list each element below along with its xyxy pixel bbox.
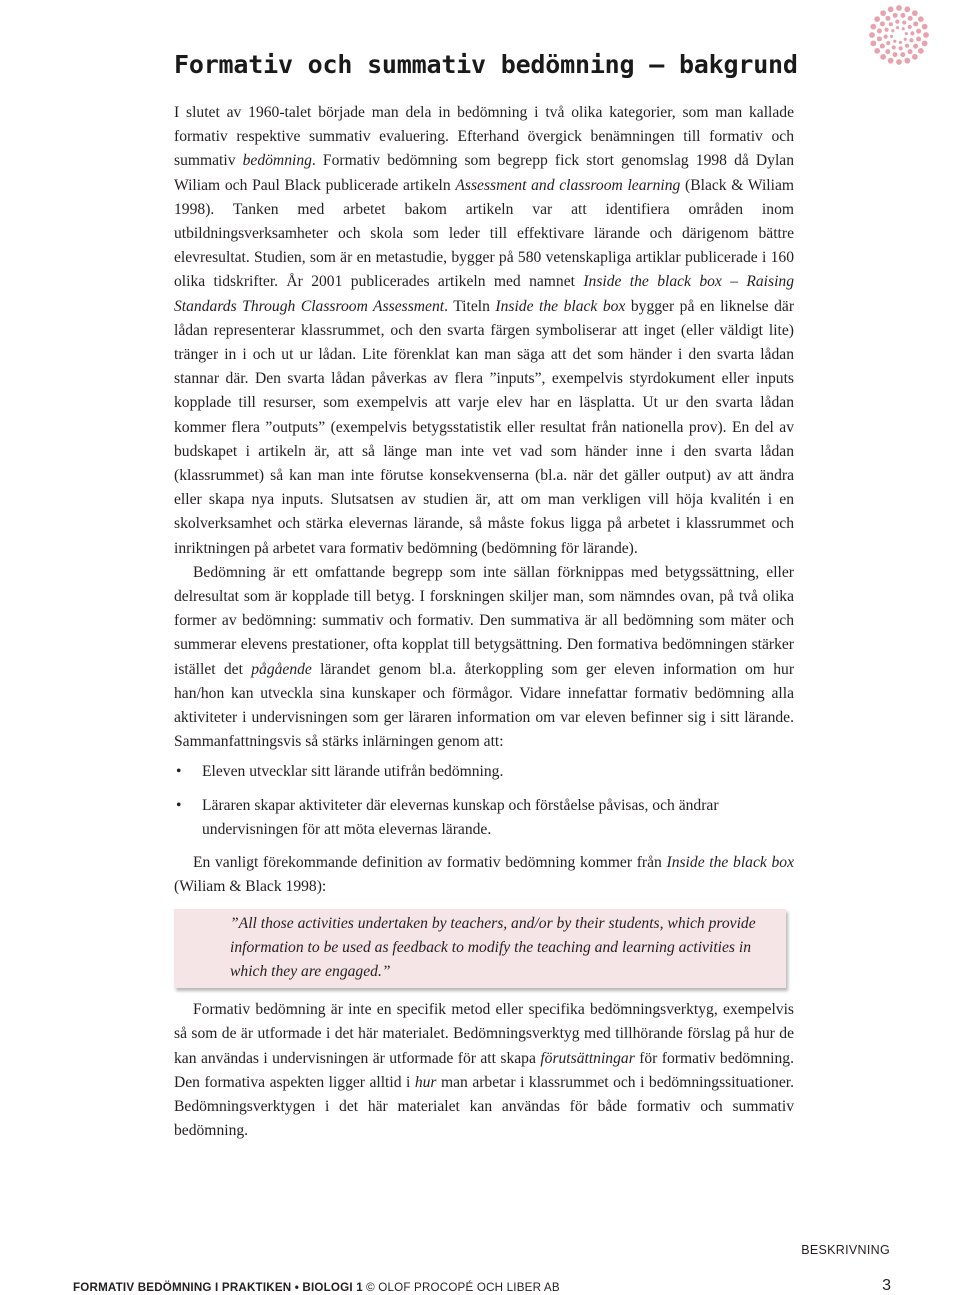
logo-dot	[893, 52, 898, 57]
logo-dot	[916, 29, 921, 34]
logo-dot	[896, 5, 902, 11]
logo-dot	[874, 48, 880, 54]
logo-dot	[895, 20, 899, 24]
logo-dot	[902, 20, 906, 24]
logo-dot	[874, 16, 880, 22]
logo-dot	[891, 29, 894, 32]
page-title: Formativ och summativ bedömning – bakgrund	[174, 50, 798, 79]
logo-dot	[900, 13, 905, 18]
paragraph-2: Bedömning är ett omfattande begrepp som inte sällan förknippas med betygssättning, eller delresultat som är kopplade till betyg. I forskningen skiljer man, som nämndes ovan, på två olika former av bedömning: summativ och formativ. Den summativa är all bedömning som mäter och summerar elevens prestationer, ofta kopplat till betygsättning. Den formativa bedömningen stärker istället det pågående lärandet genom bl.a. återkoppling som ger eleven information om hur han/hon kan utveckla sina kunskaper och förmågor. Vidare innefattar formativ bedömning alla aktiviteter i undervisningen som ger läraren information om var eleven befinner sig i sitt lärande. Sammanfattningsvis så stärks inlärningen genom att:	[174, 563, 795, 751]
logo-dot	[892, 45, 896, 49]
logo-dot	[908, 25, 912, 29]
logo-dot	[918, 16, 924, 22]
logo-dot	[885, 49, 890, 54]
footer	[73, 1277, 893, 1295]
dot-circle-logo-icon	[868, 4, 930, 66]
logo-dot	[913, 21, 918, 26]
logo-dot	[912, 54, 918, 60]
logo-dot	[910, 31, 914, 35]
logo-dot	[912, 10, 918, 16]
footer-copyright: © OLOF PROCOPÉ OCH LIBER AB	[366, 1281, 560, 1294]
logo-dot	[902, 27, 905, 30]
logo-dot	[908, 16, 913, 21]
logo-dot	[886, 41, 890, 45]
logo-dot	[869, 32, 875, 38]
list-item: • Eleven utvecklar sitt lärande utifrån bedömning.	[174, 760, 794, 784]
logo-dot	[899, 41, 902, 44]
logo-dot	[870, 40, 876, 46]
logo-dot	[922, 24, 928, 30]
logo-dot	[900, 52, 905, 57]
logo-dot	[880, 54, 886, 60]
logo-dot	[893, 40, 896, 43]
section-label: BESKRIVNING	[801, 1243, 890, 1257]
logo-dot	[889, 22, 893, 26]
logo-dot	[908, 49, 913, 54]
list-item: • Läraren skapar aktiviteter där elevernas kunskap och förståelse påvisas, och ändrar undervisningen för att möta elevernas lärande.	[174, 794, 794, 842]
logo-dot	[888, 6, 894, 12]
paragraph-4: Formativ bedömning är inte en specifik metod eller specifika bedömningsverktyg, exempelvis så som de är utformade i det här materialet. Bedömningsverktyg med tillhörande förslag på hur de kan användas i undervisningen är utformade för att skapa förutsättningar för formativ bedömning. Den formativa aspekten ligger alltid i hur man arbetar i klassrummet och i bedömningssituationer. Bedömningsverktygen i det här materialet kan användas för både formativ och summativ bedömning.	[174, 1001, 794, 1140]
logo-dot	[870, 24, 876, 30]
footer-book-title: FORMATIV BEDÖMNING I PRAKTIKEN • BIOLOGI 1	[73, 1281, 363, 1294]
logo-dot	[905, 32, 908, 35]
body-text	[174, 101, 794, 1143]
logo-dot	[896, 26, 899, 29]
logo-dot	[888, 58, 894, 64]
logo-dot	[904, 58, 910, 64]
logo-dot	[884, 35, 888, 39]
logo-dot	[918, 48, 924, 54]
logo-dot	[890, 35, 893, 38]
logo-dot	[877, 29, 882, 34]
quote-box	[174, 909, 786, 989]
logo-dot	[913, 44, 918, 49]
paragraph-3: En vanligt förekommande definition av formativ bedömning kommer från Inside the black box (Wiliam & Black 1998):	[174, 854, 795, 896]
logo-dot	[893, 13, 898, 18]
paragraph-1: I slutet av 1960-talet började man dela in bedömning i två olika kategorier, som man kallade formativ respektive summativ evaluering. Efterhand övergick benämningen till formativ och summativ bedömning. Formativ bedömning som begrepp fick stort genomslag 1998 då Dylan Wiliam och Paul Black publicerade artikeln Assessment and classroom learning (Black & Wiliam 1998). Tanken med arbetet bakom artikeln var att identifiera områden inom utbildningsverksamheter och skola som leder till effektivare lärande och därigenom bättre elevresultat. Studien, som är en metastudie, bygger på 580 vetenskapliga artiklar publicerade i 160 olika tidskrifter. År 2001 publicerades artikeln med namnet Inside the black box – Raising Standards Through Classroom Assessment. Titeln Inside the black box bygger på en liknelse där lådan representerar klassrummet, och den svarta färgen symboliserar att inget (eller väldigt lite) tränger in i och ut ur lådan. Lite förenklat kan man säga att det som händer i den svarta lådan stannar där. Den svarta lådan påverkas av flera ”inputs”, exempelvis styrdokument eller inputs kopplade till resurser, som exempelvis att varje elev har en läsplatta. Ut ur den svarta lådan kommer flera ”outputs” (exempelvis betygsstatistik eller resultat från nationella prov). En del av budskapet i artikeln är, att så länge man inte vet vad som händer inne i den svarta lådan (klassrummet) så kan man inte förutse konsekvenserna (bl.a. när det gäller output) av att ändra eller skapa nya inputs. Slutsatsen av studien är, att om man verkligen vill höja kvalitén i en skolverksamhet och stärka elevernas lärande, så måste fokus ligga på arbetet i klassrummet och inriktningen på arbetet vara formativ bedömning (bedömning för lärande).	[174, 104, 795, 557]
logo-dot	[884, 28, 888, 32]
logo-dot	[909, 38, 913, 42]
logo-dot	[923, 32, 929, 38]
logo-dot	[904, 38, 907, 41]
logo-dot	[880, 21, 885, 26]
logo-dot	[899, 46, 903, 50]
page-number: 3	[882, 1277, 891, 1294]
logo-dot	[877, 36, 882, 41]
logo-dot	[922, 40, 928, 46]
bullet-list	[174, 760, 794, 842]
quote-text: ”All those activities undertaken by teachers, and/or by their students, which provide information to be used as feedback to modify the teaching and learning activities in which they are engaged.”	[230, 914, 756, 980]
logo-dot	[880, 44, 885, 49]
bullet-icon: •	[176, 763, 182, 781]
logo-dot	[885, 16, 890, 21]
logo-dot	[904, 6, 910, 12]
logo-dot	[896, 59, 902, 65]
logo-dot	[905, 44, 909, 48]
logo-dot	[916, 36, 921, 41]
logo-dot	[880, 10, 886, 16]
bullet-icon: •	[176, 796, 182, 814]
